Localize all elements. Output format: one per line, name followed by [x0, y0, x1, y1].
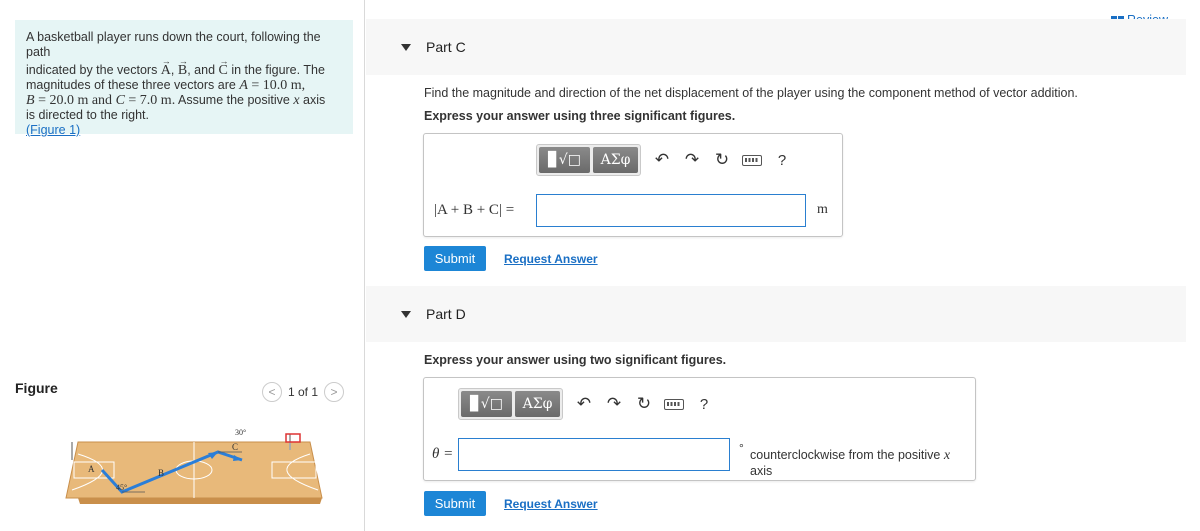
- part-c-submit-button[interactable]: Submit: [424, 246, 486, 271]
- left-panel: [0, 0, 365, 531]
- part-d-template-group: [458, 388, 563, 420]
- problem-statement: [15, 20, 353, 137]
- templates-button[interactable]: ▊√□: [461, 391, 512, 417]
- part-c-instruction: Express your answer using three significant figures.: [424, 109, 736, 123]
- part-c-unit: m: [817, 202, 828, 217]
- prev-figure-button[interactable]: <: [262, 382, 282, 402]
- symbols-button[interactable]: ΑΣφ: [593, 147, 638, 173]
- part-c-input-label: |A + B + C| =: [434, 202, 515, 218]
- collapse-triangle-icon: [401, 311, 411, 318]
- redo-icon[interactable]: ↷: [684, 150, 700, 169]
- reset-icon[interactable]: ↻: [714, 150, 730, 169]
- angle-input[interactable]: [458, 438, 730, 471]
- help-icon[interactable]: ?: [777, 151, 787, 169]
- figure-pager: [262, 382, 344, 402]
- part-c-template-group: [536, 144, 641, 176]
- part-c-question: Find the magnitude and direction of the net displacement of the player using the component method of vector addition.: [424, 86, 1078, 100]
- vector-b: → B: [178, 63, 187, 78]
- problem-line-4: B = 20.0 m and C = 7.0 m. Assume the positive x axis: [26, 93, 326, 108]
- part-d-label: Part D: [426, 306, 466, 322]
- reset-icon[interactable]: ↻: [636, 394, 652, 413]
- part-d-request-answer-link[interactable]: Request Answer: [504, 497, 598, 511]
- basketball-court-figure[interactable]: [60, 420, 325, 530]
- undo-icon[interactable]: ↶: [576, 394, 592, 413]
- problem-line-1: A basketball player runs down the court, following the path: [26, 30, 321, 59]
- degree-symbol: °: [739, 441, 744, 455]
- part-d-header[interactable]: [366, 286, 1186, 342]
- part-d-instruction: Express your answer using two significant figures.: [424, 353, 727, 367]
- figure-title: Figure: [15, 380, 58, 396]
- part-d-unit: counterclockwise from the positive x axis: [750, 448, 951, 478]
- right-hoop: [286, 434, 300, 442]
- angle-top-label: 30°: [235, 428, 247, 437]
- part-c-header[interactable]: [366, 19, 1186, 75]
- figure-link[interactable]: (Figure 1): [26, 123, 81, 137]
- part-c-answer-box: [423, 133, 843, 237]
- keyboard-icon[interactable]: [737, 145, 767, 175]
- label-b: B: [158, 468, 165, 478]
- part-d-toolbar: [458, 388, 719, 420]
- vector-a: → A: [161, 63, 171, 78]
- problem-line-3: magnitudes of these three vectors are A = 10.0 m,: [26, 78, 306, 93]
- part-d-input-label: θ =: [432, 446, 454, 462]
- figure-page-count: 1 of 1: [288, 385, 319, 399]
- label-a: A: [88, 464, 95, 474]
- right-panel: [366, 0, 1200, 531]
- angle-bottom-label: 45°: [116, 483, 128, 492]
- vector-c: → C: [219, 63, 228, 78]
- collapse-triangle-icon: [401, 44, 411, 51]
- label-c: C: [232, 442, 239, 452]
- help-icon[interactable]: ?: [699, 395, 709, 413]
- keyboard-icon[interactable]: [659, 389, 689, 419]
- part-d-submit-button[interactable]: Submit: [424, 491, 486, 516]
- magnitude-input[interactable]: [536, 194, 806, 227]
- next-figure-button[interactable]: >: [324, 382, 344, 402]
- part-c-request-answer-link[interactable]: Request Answer: [504, 252, 598, 266]
- problem-line-5: is directed to the right.: [26, 108, 149, 122]
- part-c-label: Part C: [426, 39, 466, 55]
- part-c-toolbar: [536, 144, 797, 176]
- part-d-answer-box: [423, 377, 976, 481]
- symbols-button[interactable]: ΑΣφ: [515, 391, 560, 417]
- templates-button[interactable]: ▊√□: [539, 147, 590, 173]
- redo-icon[interactable]: ↷: [606, 394, 622, 413]
- problem-line-2: indicated by the vectors → A, → B, and → C in the figure. The: [26, 63, 342, 78]
- undo-icon[interactable]: ↶: [654, 150, 670, 169]
